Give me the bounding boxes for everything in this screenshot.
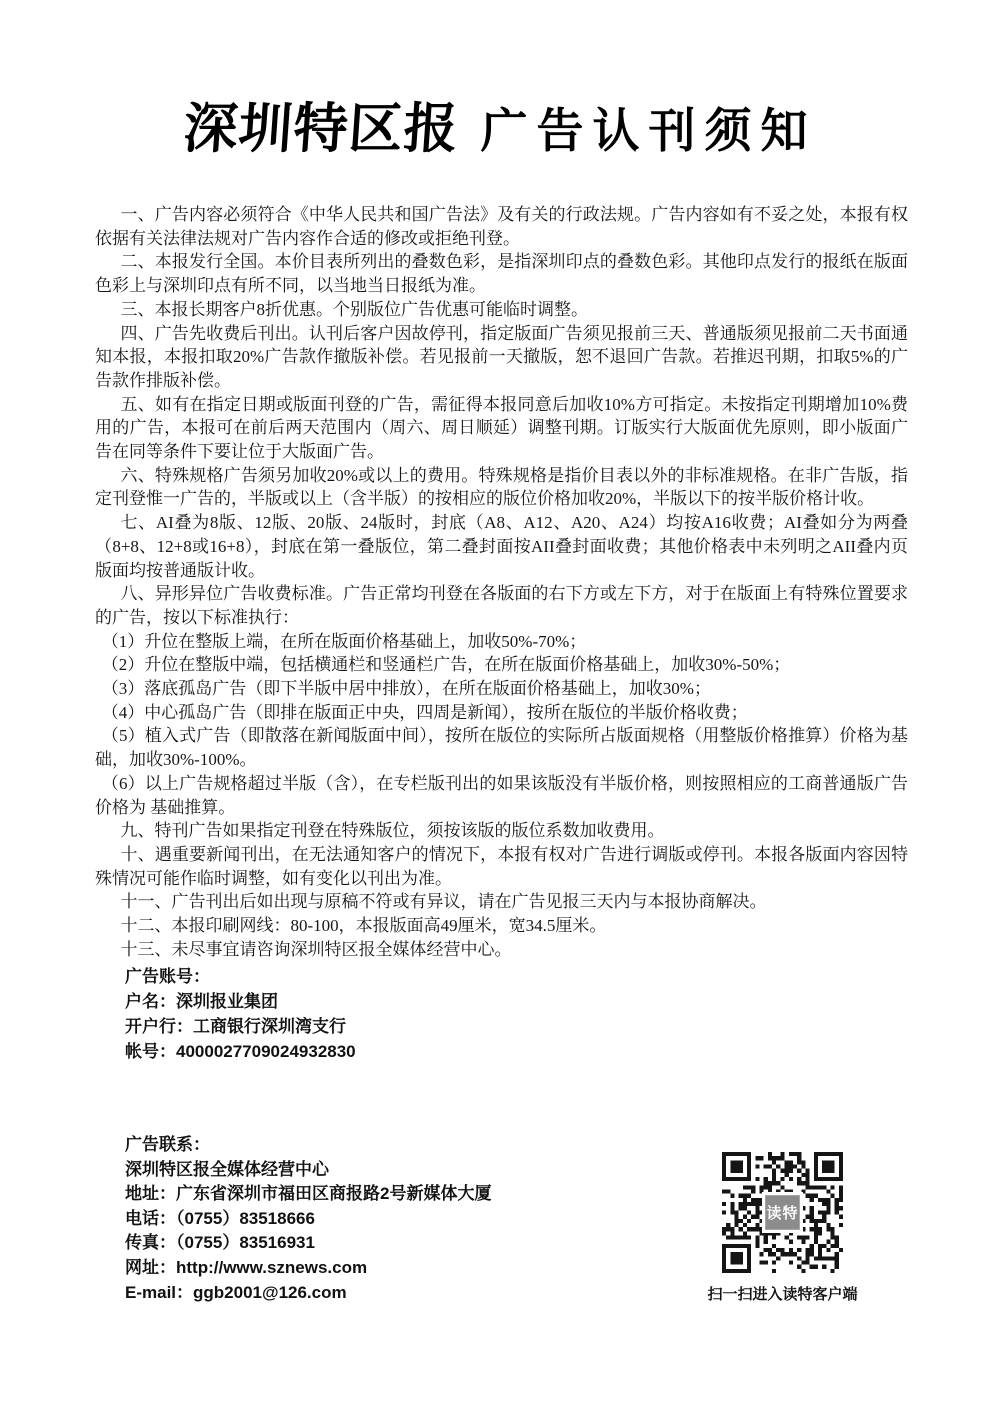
contact-block [125,1133,491,1305]
notice-paragraph: 十、遇重要新闻刊出，在无法通知客户的情况下，本报有权对广告进行调版或停刊。本报各版面内容因特殊情况可能作临时调整，如有变化以刊出为准。 [95,844,908,888]
contact-heading: 广告联系： [125,1135,210,1154]
contact-lines [125,1158,491,1306]
notice-paragraph: （5）植入式广告（即散落在新闻版面中间），按所在版位的实际所占版面规格（用整版价格推算）价格为基础，加收30%-100%。 [95,726,908,770]
notice-paragraph: （4）中心孤岛广告（即排在版面正中央，四周是新闻），按所在版位的半版价格收费； [101,702,748,722]
account-block [125,964,356,1064]
notice-paragraph: 十一、广告刊出后如出现与原稿不符或有异议，请在广告见报三天内与本报协商解决。 [120,892,767,912]
notice-paragraph: （6）以上广告规格超过半版（含），在专栏版刊出的如果该版没有半版价格，则按照相应的工商普通版广告价格为 基础推算。 [95,773,908,817]
notice-paragraph: 二、本报发行全国。本价目表所列出的叠数色彩，是指深圳印点的叠数色彩。其他印点发行的报纸在版面色彩上与深圳印点有所不同，以当地当日报纸为准。 [95,252,908,296]
notice-body [95,203,908,962]
notice-paragraph: 十三、未尽事宜请咨询深圳特区报全媒体经营中心。 [120,939,512,959]
notice-paragraph: （3）落底孤岛广告（即下半版中居中排放），在所在版面价格基础上，加收30%； [101,679,711,699]
account-line: 户名：深圳报业集团 [125,992,278,1011]
notice-paragraph: 五、如有在指定日期或版面刊登的广告，需征得本报同意后加收10%方可指定。未按指定刊期增加10%费用的广告，本报可在前后两天范围内（周六、周日顺延）调整刊期。订版实行大版面优先原则，即小版面广告在同等条件下要让位于大版面广告。 [95,394,908,462]
brand-logotype: 深圳特区报 [181,99,461,159]
notice-paragraph: 八、异形异位广告收费标准。广告正常均刊登在各版面的右下方或左下方，对于在版面上有特殊位置要求的广告，按以下标准执行： [95,584,908,627]
notice-paragraph: 九、特刊广告如果指定刊登在特殊版位，须按该版的版位系数加收费用。 [120,821,665,841]
notice-paragraph: 六、特殊规格广告须另加收20%或以上的费用。特殊规格是指价目表以外的非标准规格。在非广告版，指定刊登惟一广告的，半版或以上（含半版）的按相应的版位价格加收20%，半版以下的按半版价格计收。 [95,465,908,509]
notice-paragraph: 一、广告内容必须符合《中华人民共和国广告法》及有关的行政法规。广告内容如有不妥之处，本报有权依据有关法律法规对广告内容作合适的修改或拒绝刊登。 [95,205,908,248]
notice-paragraph: 三、本报长期客户8折优惠。个别版位广告优惠可能临时调整。 [120,299,588,319]
qr-code [707,1152,858,1303]
qr-center-logo: 读特 [762,1192,803,1233]
contact-line: E-mail：ggb2001@126.com [125,1282,347,1302]
contact-line: 网址：http://www.sznews.com [125,1257,368,1277]
notice-paragraph: 四、广告先收费后刊出。认刊后客户因故停刊，指定版面广告须见报前三天、普通版须见报前二天书面通知本报，本报扣取20%广告款作撤版补偿。若见报前一天撤版，恕不退回广告款。若推迟刊期，扣取5%的广告款作排版补偿。 [95,323,908,390]
contact-line: 地址：广东省深圳市福田区商报路2号新媒体大厦 [125,1184,492,1204]
notice-paragraph: （1）升位在整版上端，在所在版面价格基础上，加收50%-70%； [101,631,587,651]
contact-line: 传真：（0755）83516931 [125,1233,315,1253]
account-line: 帐号：4000027709024932830 [125,1042,356,1061]
title-subject: 广告认刊须知 [480,106,817,158]
contact-line: 电话：（0755）83518666 [125,1208,315,1228]
contact-line: 深圳特区报全媒体经营中心 [125,1159,329,1179]
qr-caption: 扫一扫进入读特客户端 [707,1286,858,1303]
account-lines [125,989,356,1064]
notice-paragraph: 七、AI叠为8版、12版、20版、24版时，封底（A8、A12、A20、A24）均按A16收费；AI叠如分为两叠（8+8、12+8或16+8），封底在第一叠版位，第二叠封面按AII叠封面收费；其他价格表中未列明之AII叠内页版面均按普通版计收。 [95,513,908,580]
notice-paragraph: 十二、本报印刷网线：80-100，本报版面高49厘米，宽34.5厘米。 [120,916,607,936]
notice-paragraph: （2）升位在整版中端，包括横通栏和竖通栏广告，在所在版面价格基础上，加收30%-50%； [101,655,791,675]
account-heading: 广告账号： [125,967,210,986]
account-line: 开户行：工商银行深圳湾支行 [125,1017,346,1036]
page-title [0,86,1000,163]
